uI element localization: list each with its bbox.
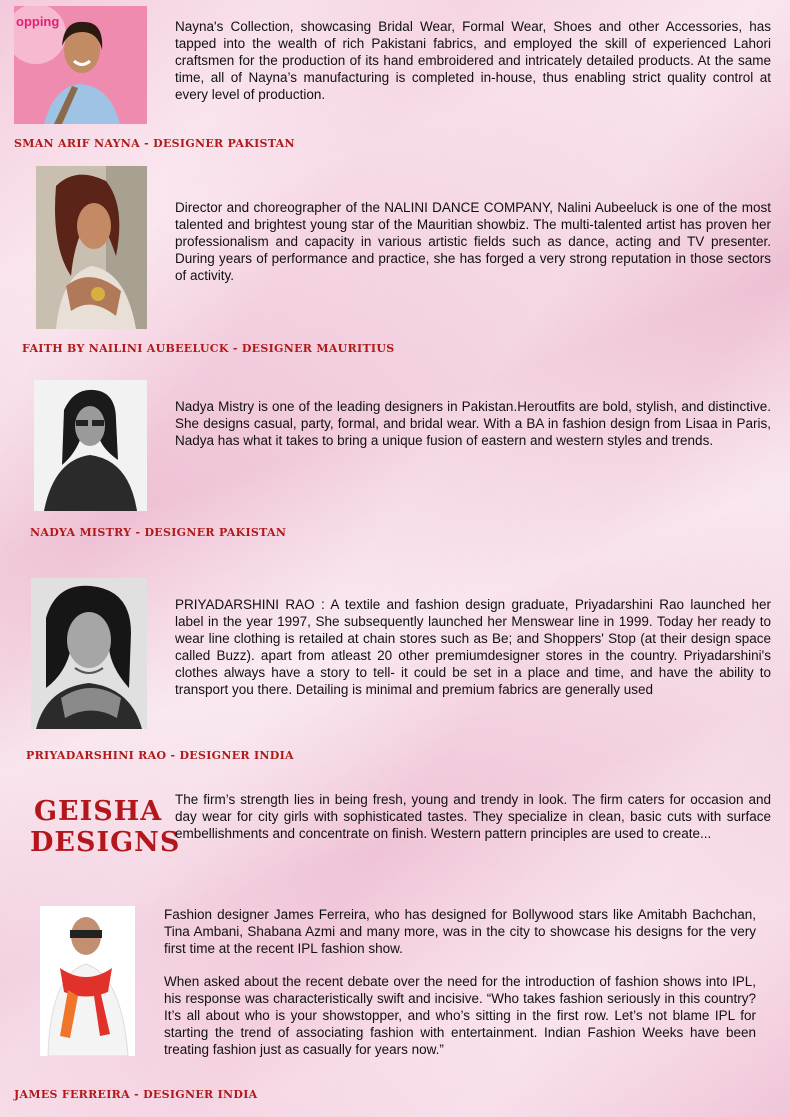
entry-text-geisha xyxy=(175,791,771,858)
caption-aubeeluck: FAITH BY NAILINI AUBEELUCK - DESIGNER MAURITIUS xyxy=(22,342,395,355)
paragraph: Nadya Mistry is one of the leading designers in Pakistan.Heroutfits are bold, stylish, and distinctive. She designs casual, party, formal, and bridal wear. With a BA in fashion design from Lisaa in Paris, Nadya has what it takes to bring a unique fusion of eastern and western styles and trends. xyxy=(175,399,771,448)
caption-rao: PRIYADARSHINI RAO - DESIGNER INDIA xyxy=(26,749,294,762)
entry-text-ferreira xyxy=(164,906,756,1074)
caption-nayna: SMAN ARIF NAYNA - DESIGNER PAKISTAN xyxy=(14,137,295,150)
caption-ferreira: JAMES FERREIRA - DESIGNER INDIA xyxy=(14,1088,258,1101)
paragraph: Director and choreographer of the NALINI DANCE COMPANY, Nalini Aubeeluck is one of the most talented and brightest young star of the Mauritian showbiz. The multi-talented artist has proven her professionalism and capacity in various artistic fields such as dance, acting and TV presenter. During years of performance and practice, she has forged a very strong reputation in those sectors of activity. xyxy=(175,200,771,283)
paragraph: The firm’s strength lies in being fresh, young and trendy in look. The firm caters for occasion and day wear for city girls with sophisticated tastes. They specialize in clean, basic cuts with surface embellishments and concentrate on finish. Western pattern principles are used to create... xyxy=(175,792,771,841)
entry-text-aubeeluck xyxy=(175,199,771,300)
brand-line-1: GEISHA xyxy=(34,796,163,827)
designer-photo-ferreira xyxy=(40,906,135,1056)
geisha-designs-logo xyxy=(30,796,180,858)
designer-photo-aubeeluck xyxy=(36,166,147,329)
entry-text-mistry xyxy=(175,398,771,465)
caption-mistry: NADYA MISTRY - DESIGNER PAKISTAN xyxy=(30,526,287,539)
paragraph: Fashion designer James Ferreira, who has designed for Bollywood stars like Amitabh Bachchan, Tina Ambani, Shabana Azmi and many more, was in the city to showcase his designs for the very first time at the recent IPL fashion show. xyxy=(164,907,756,956)
photo-sign-text: opping xyxy=(16,14,60,29)
designer-photo-nayna xyxy=(14,6,147,124)
brand-line-2: DESIGNS xyxy=(30,827,181,858)
designer-photo-mistry xyxy=(34,380,147,511)
paragraph: When asked about the recent debate over the need for the introduction of fashion shows into IPL, his response was characteristically swift and incisive. “Who takes fashion seriously in this country? It’s all about who is your showstopper, and who’s sitting in the first row. Let’s not blame IPL for starting the trend of associating fashion with entertainment. Indian Fashion Weeks have been treating fashion just as casually for years now.” xyxy=(164,974,756,1057)
entry-text-nayna xyxy=(175,18,771,119)
paragraph: PRIYADARSHINI RAO : A textile and fashion design graduate, Priyadarshini Rao launched her label in the year 1997, She subsequently launched her Menswear line in 1999. Today her ready to wear line clothing is retailed at chain stores such as Be; and Shoppers' Stop (at their design space called Buzz). apart from atleast 20 other premiumdesigner stores in the country. Priyadarshini's clothes always have a story to tell- it could be set in a place and time, and have the ability to transport you there. Detailing is minimal and premium fabrics are generally used xyxy=(175,597,771,697)
designer-photo-rao xyxy=(31,578,147,729)
entry-text-rao xyxy=(175,596,771,714)
paragraph: Nayna's Collection, showcasing Bridal Wear, Formal Wear, Shoes and other Accessories, has tapped into the wealth of rich Pakistani fabrics, and employed the skill of experienced Lahori craftsmen for the production of its hand embroidered and intricately detailed products. At the same time, all of Nayna’s manufacturing is completed in-house, thus enabling strict quality control at every level of production. xyxy=(175,19,771,102)
